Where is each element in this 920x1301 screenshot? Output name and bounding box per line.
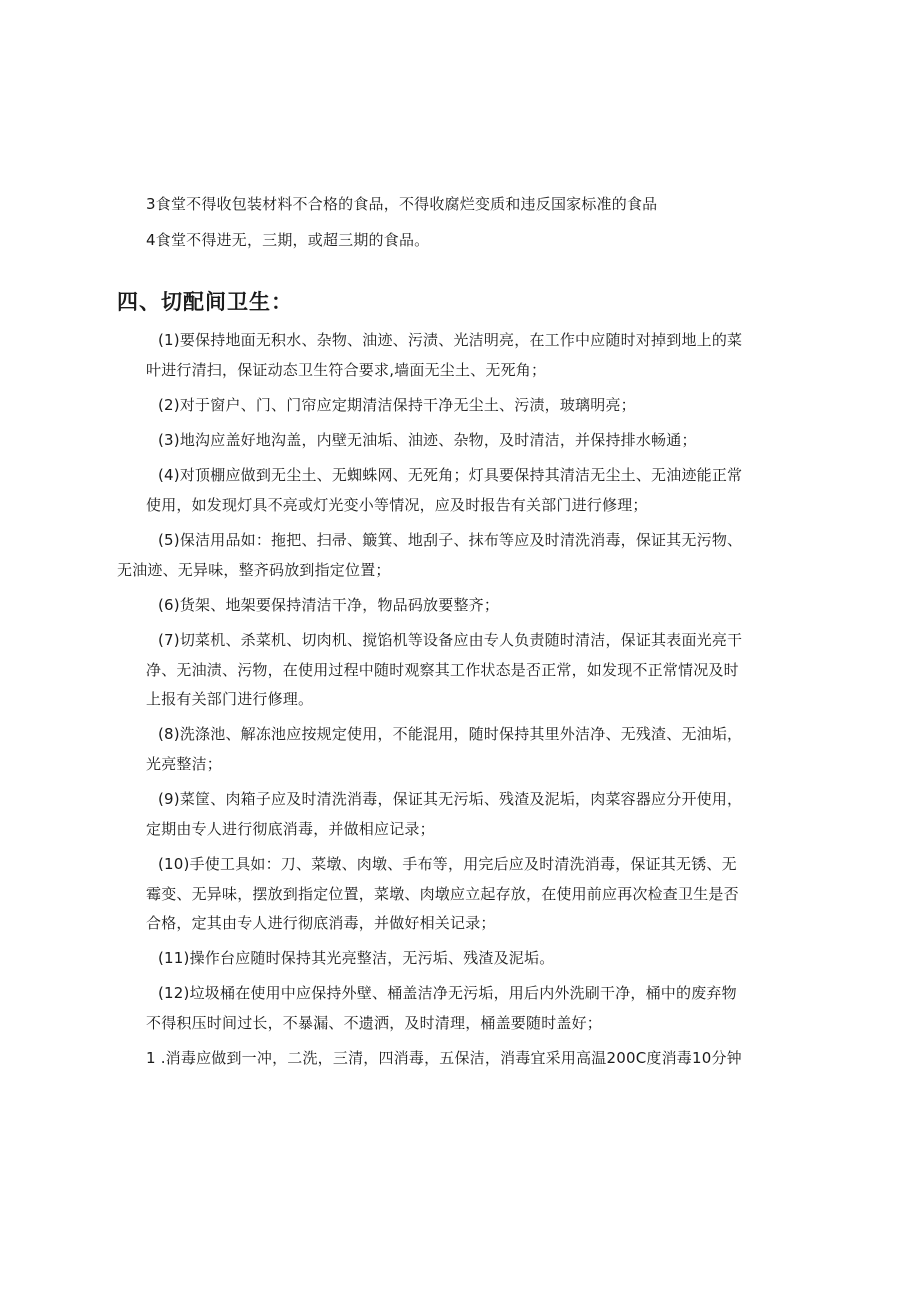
body-line: 使用，如发现灯具不亮或灯光变小等情况，应及时报告有关部门进行修理； (146, 496, 648, 514)
body-line: (5)保洁用品如：拖把、扫帚、簸箕、地刮子、抹布等应及时清洗消毒，保证其无污物、 (158, 531, 743, 549)
body-line: (11)操作台应随时保持其光亮整洁，无污垢、残渣及泥垢。 (158, 949, 555, 967)
body-line: (12)垃圾桶在使用中应保持外壁、桶盖洁净无污垢，用后内外洗刷干净，桶中的废弃物 (158, 984, 737, 1002)
body-line: (2)对于窗户、门、门帘应定期清洁保持干净无尘土、污渍，玻璃明亮； (158, 396, 636, 414)
body-line: 上报有关部门进行修理。 (146, 690, 314, 708)
body-line: 1 .消毒应做到一冲，二洗，三清，四消毒，五保洁，消毒宜采用高温200C度消毒10分钟 (146, 1049, 742, 1067)
body-line: 定期由专人进行彻底消毒，并做相应记录； (146, 820, 435, 838)
body-line: 不得积压时间过长，不暴漏、不遗洒，及时清理，桶盖要随时盖好； (146, 1014, 603, 1032)
body-line: (3)地沟应盖好地沟盖，内壁无油垢、油迹、杂物，及时清洁，并保持排水畅通； (158, 431, 697, 449)
intro-line-2: 4食堂不得进无，三期，或超三期的食品。 (146, 231, 430, 249)
body-line: (6)货架、地架要保持清洁干净，物品码放要整齐； (158, 596, 500, 614)
body-line: 合格，定其由专人进行彻底消毒，并做好相关记录； (146, 914, 496, 932)
body-line: (7)切菜机、杀菜机、切肉机、搅馅机等设备应由专人负责随时清洁，保证其表面光亮干 (158, 631, 743, 649)
body-line: (1)要保持地面无积水、杂物、油迹、污渍、光洁明亮，在工作中应随时对掉到地上的菜 (158, 331, 743, 349)
body-line: (8)洗涤池、解冻池应按规定使用，不能混用，随时保持其里外洁净、无残渣、无油垢， (158, 725, 743, 743)
body-line: (4)对顶棚应做到无尘土、无蜘蛛网、无死角；灯具要保持其清洁无尘土、无油迹能正常 (158, 466, 743, 484)
body-line: 光亮整洁； (146, 755, 223, 773)
body-line: (9)菜筐、肉箱子应及时清洗消毒，保证其无污垢、残渣及泥垢，肉菜容器应分开使用， (158, 790, 743, 808)
body-line: 霉变、无异味，摆放到指定位置，菜墩、肉墩应立起存放，在使用前应再次检查卫生是否 (146, 885, 739, 903)
intro-line-1: 3食堂不得收包装材料不合格的食品，不得收腐烂变质和违反国家标准的食品 (146, 195, 658, 213)
body-line: 叶进行清扫，保证动态卫生符合要求,墙面无尘土、无死角； (146, 361, 547, 379)
body-line: (10)手使工具如：刀、菜墩、肉墩、手布等，用完后应及时清洗消毒，保证其无锈、无 (158, 855, 737, 873)
body-line: 无油迹、无异味，整齐码放到指定位置； (117, 561, 391, 579)
body-line: 净、无油渍、污物，在使用过程中随时观察其工作状态是否正常，如发现不正常情况及时 (146, 661, 739, 679)
section-heading: 四、切配间卫生： (117, 290, 293, 314)
